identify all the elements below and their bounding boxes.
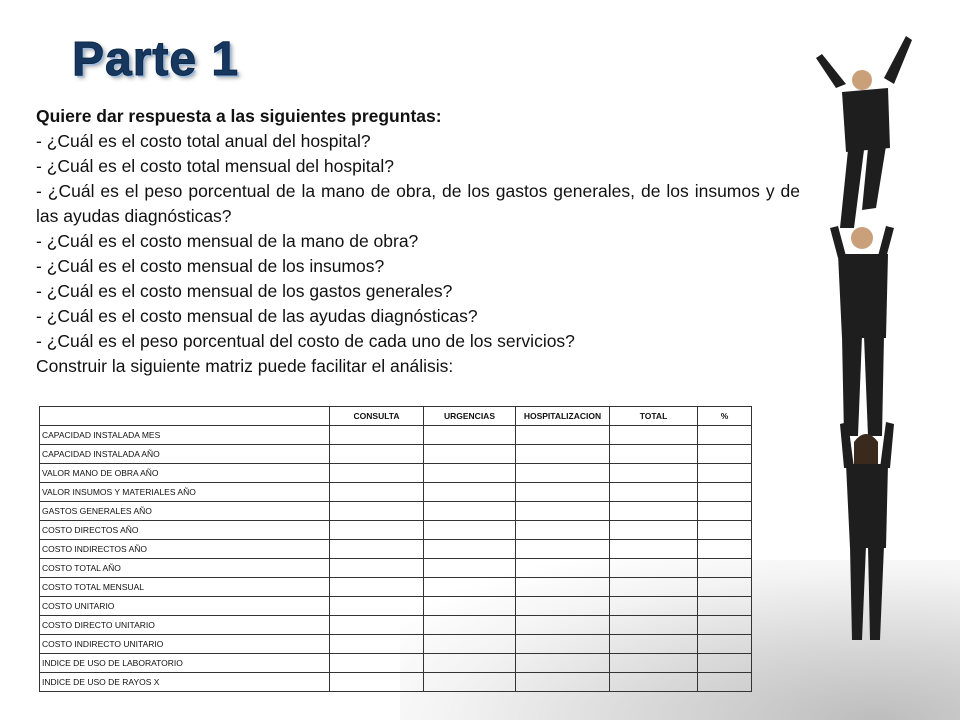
row-label: COSTO DIRECTO UNITARIO (40, 616, 330, 635)
table-cell (516, 559, 610, 578)
table-cell (516, 578, 610, 597)
table-row (40, 597, 752, 616)
table-cell (330, 445, 424, 464)
table-cell (610, 635, 698, 654)
table-row (40, 635, 752, 654)
table-cell (330, 673, 424, 692)
row-label: INDICE DE USO DE LABORATORIO (40, 654, 330, 673)
bottom-person-torso (846, 464, 888, 548)
middle-person-torso (838, 254, 888, 338)
table-row (40, 559, 752, 578)
table-cell (516, 597, 610, 616)
table-cell (610, 445, 698, 464)
table-cell (424, 540, 516, 559)
table-cell (698, 559, 752, 578)
row-label: COSTO INDIRECTOS AÑO (40, 540, 330, 559)
row-label: COSTO TOTAL AÑO (40, 559, 330, 578)
table-cell (330, 426, 424, 445)
table-cell (698, 597, 752, 616)
table-cell (698, 673, 752, 692)
table-cell (330, 502, 424, 521)
table-cell (698, 654, 752, 673)
table-cell (424, 673, 516, 692)
top-person-leg-right (862, 146, 886, 210)
table-cell (610, 673, 698, 692)
table-cell (516, 673, 610, 692)
row-label: VALOR MANO DE OBRA AÑO (40, 464, 330, 483)
table-cell (424, 635, 516, 654)
table-cell (610, 464, 698, 483)
table-cell (610, 616, 698, 635)
row-label: CAPACIDAD INSTALADA MES (40, 426, 330, 445)
table-cell (610, 502, 698, 521)
bottom-person-leg-right (868, 546, 884, 640)
table-cell (610, 597, 698, 616)
climbing-people-illustration (806, 28, 936, 648)
row-label: COSTO UNITARIO (40, 597, 330, 616)
table-cell (516, 635, 610, 654)
table-cell (330, 483, 424, 502)
header-consulta: CONSULTA (330, 407, 424, 426)
header-hospitalizacion: HOSPITALIZACION (516, 407, 610, 426)
table-row (40, 521, 752, 540)
table-cell (516, 483, 610, 502)
middle-person-arm-left (830, 226, 846, 258)
header-urgencias: URGENCIAS (424, 407, 516, 426)
table-cell (330, 464, 424, 483)
table-cell (698, 540, 752, 559)
top-person-arm-raised (884, 36, 912, 84)
table-row (40, 654, 752, 673)
table-cell (516, 502, 610, 521)
table-cell (424, 445, 516, 464)
table-cell (610, 426, 698, 445)
row-label: CAPACIDAD INSTALADA AÑO (40, 445, 330, 464)
row-label: COSTO DIRECTOS AÑO (40, 521, 330, 540)
middle-person-leg-right (864, 336, 884, 436)
table-cell (330, 540, 424, 559)
table-cell (330, 635, 424, 654)
header-blank (40, 407, 330, 426)
question-line: - ¿Cuál es el peso porcentual de la mano de obra, de los gastos generales, de los insumos y de las ayudas diagnósticas? (36, 181, 800, 226)
table-cell (424, 521, 516, 540)
table-cell (698, 445, 752, 464)
table-row (40, 673, 752, 692)
table-cell (330, 597, 424, 616)
table-header-row (40, 407, 752, 426)
top-person-arm-left (816, 54, 846, 88)
table-row (40, 616, 752, 635)
table-cell (698, 464, 752, 483)
question-line: - ¿Cuál es el costo mensual de los gastos generales? (36, 281, 453, 301)
table-cell (424, 502, 516, 521)
top-person-leg-left (840, 150, 864, 228)
table-cell (516, 616, 610, 635)
intro-text: Quiere dar respuesta a las siguientes preguntas: (36, 106, 442, 126)
table-cell (516, 464, 610, 483)
table-cell (610, 540, 698, 559)
table-cell (698, 521, 752, 540)
question-line: - ¿Cuál es el costo total mensual del hospital? (36, 156, 394, 176)
cost-matrix-table (39, 406, 752, 692)
table-cell (516, 654, 610, 673)
table-cell (330, 654, 424, 673)
table-row (40, 502, 752, 521)
question-line: - ¿Cuál es el costo mensual de las ayudas diagnósticas? (36, 306, 478, 326)
top-person-torso (842, 88, 890, 152)
question-line: - ¿Cuál es el peso porcentual del costo de cada uno de los servicios? (36, 331, 575, 351)
row-label: INDICE DE USO DE RAYOS X (40, 673, 330, 692)
table-row (40, 540, 752, 559)
table-cell (424, 559, 516, 578)
table-cell (330, 559, 424, 578)
table-cell (698, 578, 752, 597)
questions-block (36, 104, 800, 379)
table-cell (424, 483, 516, 502)
table-cell (424, 616, 516, 635)
top-person-head (852, 70, 872, 90)
table-row (40, 464, 752, 483)
table-cell (698, 502, 752, 521)
table-row (40, 445, 752, 464)
table-cell (330, 578, 424, 597)
table-cell (424, 597, 516, 616)
bottom-person-hair (854, 434, 878, 464)
table-cell (698, 426, 752, 445)
middle-person-arm-right (878, 226, 894, 258)
table-cell (610, 654, 698, 673)
table-cell (610, 483, 698, 502)
table-cell (516, 521, 610, 540)
table-cell (516, 426, 610, 445)
table-row (40, 483, 752, 502)
table-cell (330, 521, 424, 540)
table-cell (516, 445, 610, 464)
header-total: TOTAL (610, 407, 698, 426)
table-cell (610, 559, 698, 578)
table-cell (698, 635, 752, 654)
question-line: - ¿Cuál es el costo mensual de la mano de obra? (36, 231, 419, 251)
table-cell (424, 464, 516, 483)
table-cell (610, 521, 698, 540)
question-line: - ¿Cuál es el costo mensual de los insumos? (36, 256, 385, 276)
table-cell (610, 578, 698, 597)
row-label: GASTOS GENERALES AÑO (40, 502, 330, 521)
table-row (40, 426, 752, 445)
question-line: - ¿Cuál es el costo total anual del hospital? (36, 131, 371, 151)
slide-title: Parte 1 (72, 33, 240, 86)
table-row (40, 578, 752, 597)
bottom-person-leg-left (850, 546, 866, 640)
row-label: COSTO INDIRECTO UNITARIO (40, 635, 330, 654)
table-cell (698, 616, 752, 635)
table-cell (698, 483, 752, 502)
table-cell (424, 426, 516, 445)
closing-text: Construir la siguiente matriz puede facilitar el análisis: (36, 356, 454, 376)
table-cell (330, 616, 424, 635)
table-cell (424, 654, 516, 673)
header-percent: % (698, 407, 752, 426)
middle-person-leg-left (842, 336, 862, 436)
row-label: COSTO TOTAL MENSUAL (40, 578, 330, 597)
table-cell (516, 540, 610, 559)
middle-person-head (851, 227, 873, 249)
row-label: VALOR INSUMOS Y MATERIALES AÑO (40, 483, 330, 502)
table-cell (424, 578, 516, 597)
